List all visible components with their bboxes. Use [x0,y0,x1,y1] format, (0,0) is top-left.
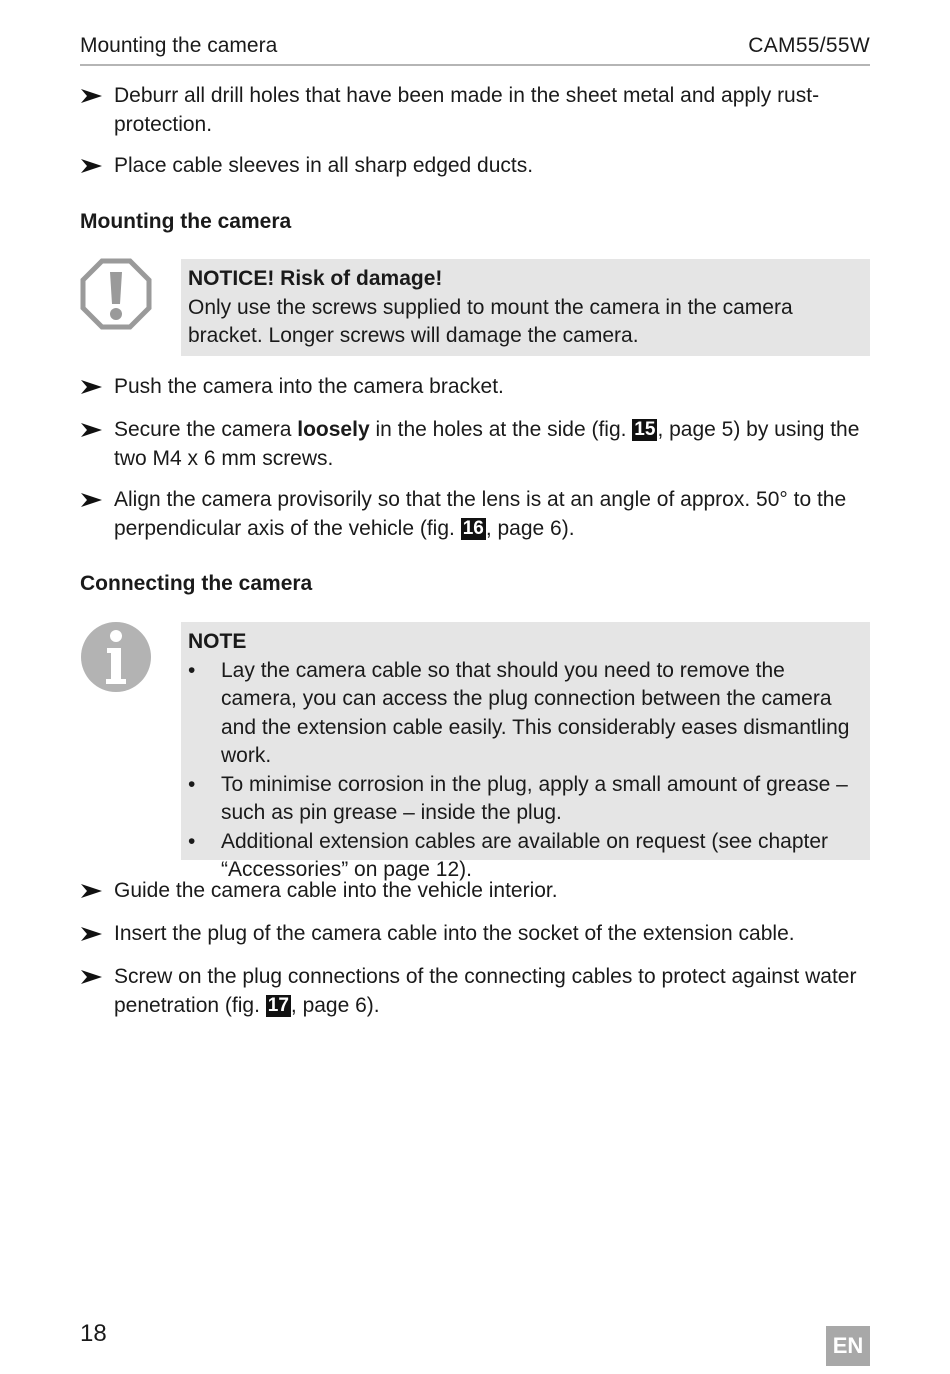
bullet-dot: • [188,772,196,796]
text-run: Align the camera provisorily so that the lens is at an angle of approx. 50° to the perpendicular axis of the vehicle (fig. [114,488,847,540]
note-bullet-list [181,657,870,885]
list-item [188,828,862,885]
text-run: , page 6). [290,993,380,1017]
page-number: 18 [80,1320,107,1347]
arrow-bullet-icon [80,416,104,444]
step-text [114,416,870,473]
bullet-dot: • [188,829,196,853]
step-item [80,416,870,473]
section-heading-mounting: Mounting the camera [80,210,292,233]
step-item [80,373,870,402]
note-box [181,622,870,881]
notice-box [181,259,870,356]
section-heading-connecting: Connecting the camera [80,572,313,595]
step-text: Deburr all drill holes that have been made in the sheet metal and apply rust-protection. [114,84,820,136]
step-item [80,877,870,906]
arrow-bullet-icon [80,152,104,180]
arrow-bullet-icon [80,877,104,905]
emphasis-text: loosely [297,418,370,441]
step-text [114,963,870,1020]
text-run: Screw on the plug connections of the connecting cables to protect against water penetration (fig. [114,965,857,1017]
step-item [80,920,870,949]
step-item [80,963,870,1020]
step-item [80,486,870,543]
header-section-title: Mounting the camera [80,34,278,57]
step-text: Push the camera into the camera bracket. [114,375,504,398]
list-item-text: Lay the camera cable so that should you need to remove the camera, you can access the plug connection between the camera and the extension cable easily. This considerably eases dismantling work. [221,658,850,767]
step-text: Insert the plug of the camera cable into the socket of the extension cable. [114,922,795,945]
list-item [188,771,862,828]
step-item [80,152,870,181]
arrow-bullet-icon [80,486,104,514]
info-icon [80,621,152,693]
arrow-bullet-icon [80,963,104,991]
arrow-bullet-icon [80,373,104,401]
language-tab: EN [826,1326,870,1366]
list-item [188,657,862,771]
step-item [80,82,870,139]
step-text: Place cable sleeves in all sharp edged ducts. [114,154,534,177]
notice-title: NOTICE! Risk of damage! [188,267,443,290]
figure-ref-badge: 15 [634,419,656,440]
text-run: Secure the camera [114,418,298,441]
arrow-bullet-icon [80,82,104,110]
arrow-bullet-icon [80,920,104,948]
list-item-text: To minimise corrosion in the plug, apply a small amount of grease – such as pin grease – inside the plug. [221,772,848,824]
note-title: NOTE [188,630,247,653]
text-run: , page 6). [485,516,575,540]
notice-body: Only use the screws supplied to mount the camera in the camera bracket. Longer screws will damage the camera. [188,295,793,347]
figure-ref-badge: 16 [462,517,484,539]
manual-page [80,0,870,1374]
figure-ref-badge: 17 [267,994,289,1016]
bullet-dot: • [188,658,196,682]
step-text [114,486,870,543]
text-run: , page 5) by using the two M4 x 6 mm screws. [114,418,860,470]
list-item-text: Additional extension cables are available on request (see chapter “Accessories” on page 12). [221,829,829,881]
exclamation-octagon-icon [80,258,152,330]
text-run: in the holes at the side (fig. [369,418,633,441]
page-header [80,32,870,66]
header-model: CAM55/55W [748,34,870,57]
step-text: Guide the camera cable into the vehicle interior. [114,879,558,902]
